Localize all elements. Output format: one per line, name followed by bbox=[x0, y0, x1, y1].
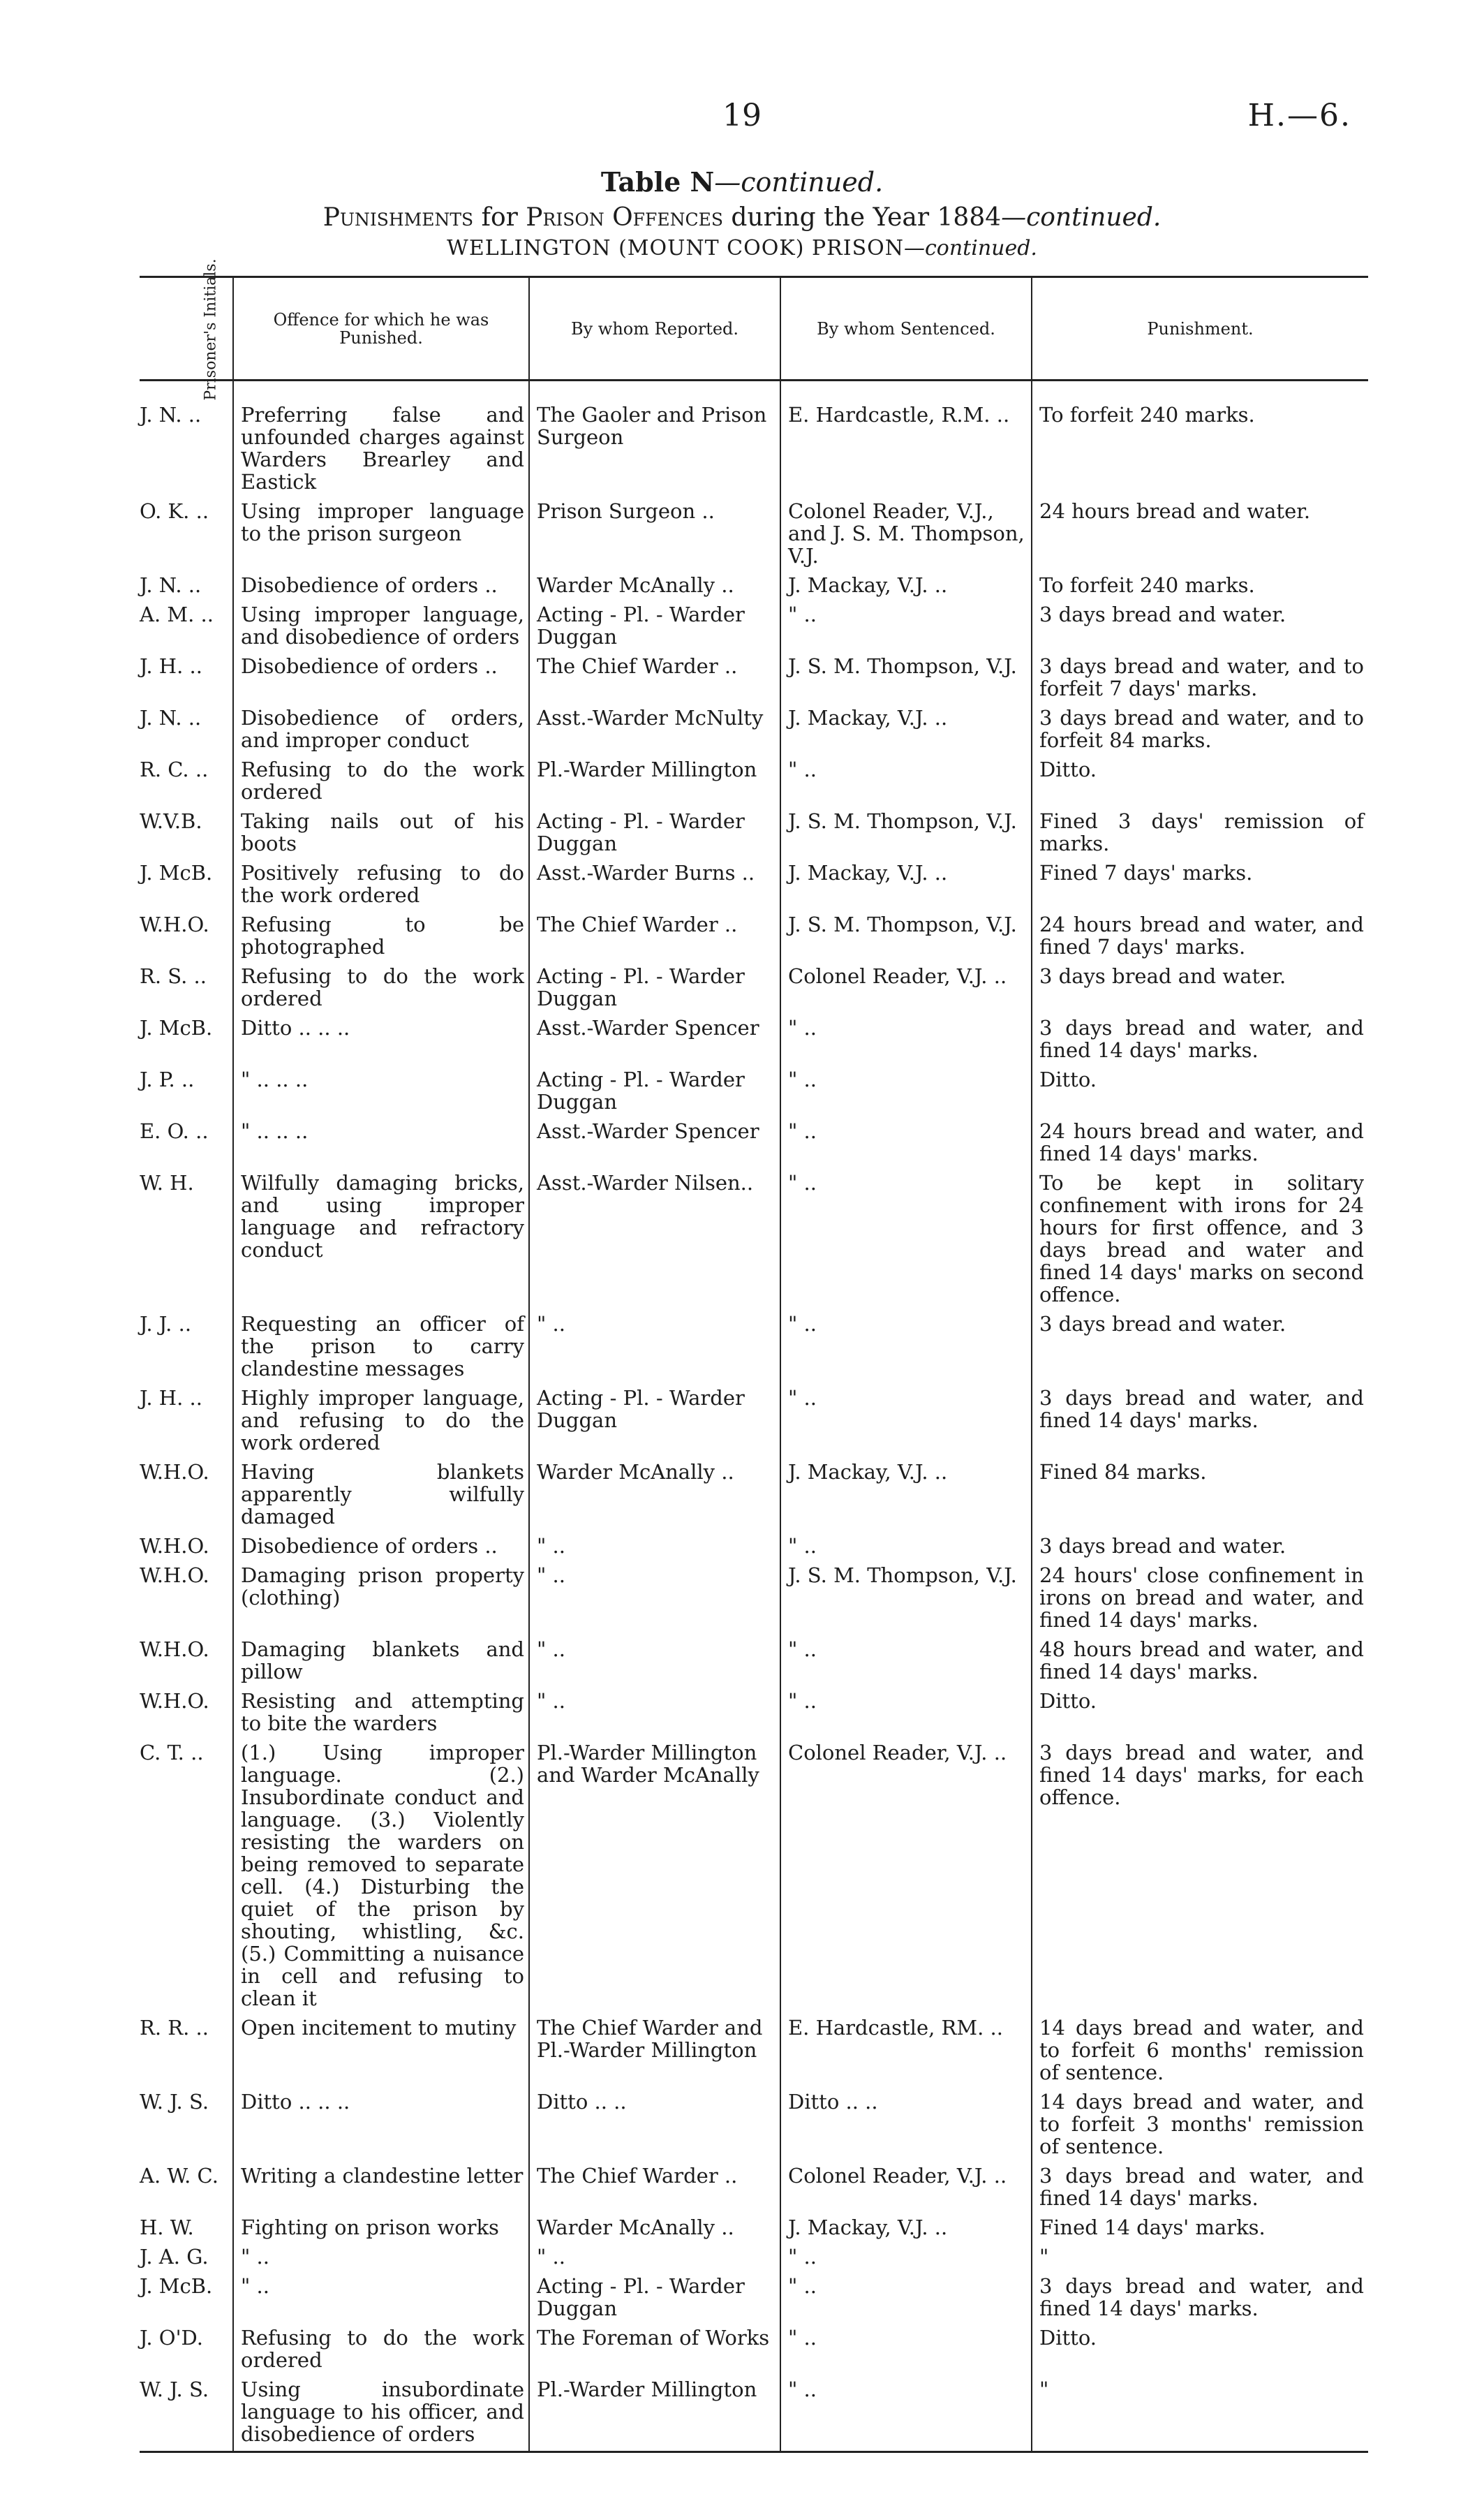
cell-sentenced: " .. bbox=[780, 1533, 1032, 1563]
cell-punishment: 3 days bread and water. bbox=[1032, 964, 1368, 1015]
cell-punishment: 3 days bread and water, and fined 14 days' marks, for each offence. bbox=[1032, 1740, 1368, 2015]
cell-sentenced: Colonel Reader, V.J. .. bbox=[780, 964, 1032, 1015]
cell-reported: Asst.-Warder Nilsen.. bbox=[529, 1170, 780, 1311]
header-reported: By whom Reported. bbox=[529, 277, 780, 381]
title-block bbox=[0, 166, 1484, 260]
cell-offence: Disobedience of orders .. bbox=[233, 654, 529, 705]
cell-offence: Refusing to do the work ordered bbox=[233, 757, 529, 809]
table-row bbox=[140, 2377, 1368, 2452]
cell-initials: J. O'D. bbox=[140, 2326, 203, 2350]
cell-reported: Warder McAnally .. bbox=[529, 573, 780, 602]
cell-sentenced: Colonel Reader, V.J. .. bbox=[780, 1740, 1032, 2015]
cell-sentenced: " .. bbox=[780, 2273, 1032, 2325]
cell-sentenced: " .. bbox=[780, 1119, 1032, 1170]
cell-sentenced: J. S. M. Thompson, V.J. bbox=[780, 654, 1032, 705]
cell-sentenced: " .. bbox=[780, 1015, 1032, 1067]
subtitle-for: for bbox=[473, 203, 526, 232]
cell-punishment: Fined 3 days' remission of marks. bbox=[1032, 809, 1368, 860]
cell-reported: Asst.-Warder Spencer bbox=[529, 1015, 780, 1067]
cell-offence: Disobedience of orders .. bbox=[233, 573, 529, 602]
cell-sentenced: " .. bbox=[780, 757, 1032, 809]
cell-reported: Asst.-Warder Spencer bbox=[529, 1119, 780, 1170]
cell-initials: E. O. .. bbox=[140, 1119, 209, 1143]
cell-sentenced: Ditto .. .. bbox=[780, 2089, 1032, 2163]
cell-punishment: Fined 7 days' marks. bbox=[1032, 860, 1368, 912]
page-number: 19 bbox=[722, 98, 762, 133]
cell-initials: H. W. bbox=[140, 2216, 194, 2239]
table-title-suffix: —continued. bbox=[714, 167, 884, 198]
cell-punishment: Ditto. bbox=[1032, 757, 1368, 809]
subtitle-punishments: Punishments bbox=[322, 203, 474, 232]
cell-sentenced: " .. bbox=[780, 1067, 1032, 1119]
header-initials-label: Prisoner's Initials. bbox=[202, 258, 220, 401]
cell-punishment: 3 days bread and water. bbox=[1032, 1311, 1368, 1385]
table-row bbox=[140, 2089, 1368, 2163]
header-punishment: Punishment. bbox=[1032, 277, 1368, 381]
cell-punishment: To forfeit 240 marks. bbox=[1032, 381, 1368, 499]
cell-reported: Acting - Pl. - Warder Duggan bbox=[529, 602, 780, 654]
table-row bbox=[140, 2325, 1368, 2377]
table-row bbox=[140, 1015, 1368, 1067]
cell-sentenced: J. Mackay, V.J. .. bbox=[780, 860, 1032, 912]
table-row bbox=[140, 809, 1368, 860]
cell-sentenced: " .. bbox=[780, 1170, 1032, 1311]
cell-reported: Asst.-Warder Burns .. bbox=[529, 860, 780, 912]
cell-punishment: 3 days bread and water, and to forfeit 7 days' marks. bbox=[1032, 654, 1368, 705]
table-name: Table N bbox=[600, 166, 715, 198]
punishments-table bbox=[140, 258, 1368, 2453]
cell-reported: Warder McAnally .. bbox=[529, 2215, 780, 2244]
table-row bbox=[140, 705, 1368, 757]
cell-punishment: 3 days bread and water. bbox=[1032, 1533, 1368, 1563]
cell-punishment: Ditto. bbox=[1032, 2325, 1368, 2377]
cell-initials: W.H.O. bbox=[140, 913, 209, 936]
cell-initials: J. J. .. bbox=[140, 1312, 192, 1336]
cell-reported: The Foreman of Works bbox=[529, 2325, 780, 2377]
cell-sentenced: " .. bbox=[780, 1385, 1032, 1459]
cell-offence: Disobedience of orders .. bbox=[233, 1533, 529, 1563]
cell-offence: Refusing to be photographed bbox=[233, 912, 529, 964]
cell-offence: Damaging prison property (clothing) bbox=[233, 1563, 529, 1637]
cell-sentenced: " .. bbox=[780, 1637, 1032, 1688]
cell-reported: Acting - Pl. - Warder Duggan bbox=[529, 1067, 780, 1119]
cell-offence: Using improper language to the prison surgeon bbox=[233, 499, 529, 573]
cell-reported: Pl.-Warder Millington bbox=[529, 2377, 780, 2452]
table-row bbox=[140, 912, 1368, 964]
cell-reported: The Chief Warder .. bbox=[529, 654, 780, 705]
cell-sentenced: J. Mackay, V.J. .. bbox=[780, 573, 1032, 602]
table-row bbox=[140, 1688, 1368, 1740]
cell-offence: Ditto .. .. .. bbox=[233, 2089, 529, 2163]
cell-sentenced: Colonel Reader, V.J. .. bbox=[780, 2163, 1032, 2215]
cell-initials: W.V.B. bbox=[140, 809, 202, 833]
cell-reported: Pl.-Warder Millington bbox=[529, 757, 780, 809]
cell-offence: Positively refusing to do the work ordered bbox=[233, 860, 529, 912]
header-initials bbox=[140, 258, 233, 401]
table-row bbox=[140, 2215, 1368, 2244]
cell-initials: R. R. .. bbox=[140, 2016, 209, 2040]
table-row bbox=[140, 2273, 1368, 2325]
cell-sentenced: J. Mackay, V.J. .. bbox=[780, 705, 1032, 757]
cell-offence: Preferring false and unfounded charges against Warders Brearley and Eastick bbox=[233, 381, 529, 499]
cell-initials: J. P. .. bbox=[140, 1068, 195, 1091]
document-code: H.—6. bbox=[1247, 98, 1351, 133]
cell-punishment: 3 days bread and water, and fined 14 days' marks. bbox=[1032, 2273, 1368, 2325]
cell-initials: O. K. .. bbox=[140, 499, 209, 523]
cell-reported: " .. bbox=[529, 1688, 780, 1740]
cell-initials: W.H.O. bbox=[140, 1689, 209, 1713]
cell-initials: J. N. .. bbox=[140, 706, 202, 730]
cell-sentenced: " .. bbox=[780, 2244, 1032, 2273]
cell-reported: Acting - Pl. - Warder Duggan bbox=[529, 809, 780, 860]
cell-reported: Warder McAnally .. bbox=[529, 1459, 780, 1533]
cell-sentenced: J. S. M. Thompson, V.J. bbox=[780, 1563, 1032, 1637]
cell-punishment: " bbox=[1032, 2377, 1368, 2452]
prison-label: WELLINGTON (MOUNT COOK) PRISON bbox=[447, 236, 904, 260]
cell-sentenced: " .. bbox=[780, 2325, 1032, 2377]
cell-initials: J. N. .. bbox=[140, 403, 202, 427]
cell-offence: Refusing to do the work ordered bbox=[233, 964, 529, 1015]
cell-initials: C. T. .. bbox=[140, 1741, 204, 1764]
table-row bbox=[140, 573, 1368, 602]
cell-initials: A. M. .. bbox=[140, 603, 214, 626]
cell-reported: The Gaoler and Prison Surgeon bbox=[529, 381, 780, 499]
cell-sentenced: " .. bbox=[780, 1311, 1032, 1385]
cell-reported: " .. bbox=[529, 1637, 780, 1688]
cell-offence: Using improper language, and disobedience of orders bbox=[233, 602, 529, 654]
cell-offence: Fighting on prison works bbox=[233, 2215, 529, 2244]
cell-sentenced: J. Mackay, V.J. .. bbox=[780, 1459, 1032, 1533]
table-row bbox=[140, 2015, 1368, 2089]
table-row bbox=[140, 1119, 1368, 1170]
table-row bbox=[140, 1563, 1368, 1637]
cell-reported: " .. bbox=[529, 1311, 780, 1385]
cell-reported: " .. bbox=[529, 2244, 780, 2273]
table-row bbox=[140, 1637, 1368, 1688]
cell-sentenced: J. Mackay, V.J. .. bbox=[780, 2215, 1032, 2244]
cell-sentenced: " .. bbox=[780, 1688, 1032, 1740]
cell-initials: J. A. G. bbox=[140, 2245, 209, 2269]
cell-punishment: 24 hours bread and water, and fined 14 days' marks. bbox=[1032, 1119, 1368, 1170]
cell-punishment: 3 days bread and water, and fined 14 days' marks. bbox=[1032, 1385, 1368, 1459]
table-row bbox=[140, 499, 1368, 573]
cell-offence: Writing a clandestine letter bbox=[233, 2163, 529, 2215]
cell-offence: Wilfully damaging bricks, and using improper language and refractory conduct bbox=[233, 1170, 529, 1311]
cell-punishment: 24 hours bread and water. bbox=[1032, 499, 1368, 573]
table-row bbox=[140, 2163, 1368, 2215]
cell-reported: " .. bbox=[529, 1563, 780, 1637]
cell-punishment: 24 hours' close confinement in irons on bread and water, and fined 14 days' marks. bbox=[1032, 1563, 1368, 1637]
cell-offence: Using insubordinate language to his officer, and disobedience of orders bbox=[233, 2377, 529, 2452]
header-offence: Offence for which he was Punished. bbox=[233, 277, 529, 381]
table-row bbox=[140, 1533, 1368, 1563]
cell-reported: Prison Surgeon .. bbox=[529, 499, 780, 573]
table-row bbox=[140, 2244, 1368, 2273]
cell-initials: W. H. bbox=[140, 1171, 194, 1195]
cell-initials: W. J. S. bbox=[140, 2378, 209, 2401]
cell-reported: The Chief Warder .. bbox=[529, 912, 780, 964]
cell-offence: Taking nails out of his boots bbox=[233, 809, 529, 860]
table-row bbox=[140, 964, 1368, 1015]
cell-offence: " .. bbox=[233, 2273, 529, 2325]
cell-punishment: 3 days bread and water, and to forfeit 84 marks. bbox=[1032, 705, 1368, 757]
header-sentenced: By whom Sentenced. bbox=[780, 277, 1032, 381]
cell-sentenced: Colonel Reader, V.J., and J. S. M. Thompson, V.J. bbox=[780, 499, 1032, 573]
subtitle-suffix: —continued. bbox=[1001, 203, 1162, 232]
cell-punishment: 3 days bread and water, and fined 14 days' marks. bbox=[1032, 1015, 1368, 1067]
table-body bbox=[140, 381, 1368, 2452]
cell-reported: Pl.-Warder Millington and Warder McAnally bbox=[529, 1740, 780, 2015]
cell-punishment: Fined 84 marks. bbox=[1032, 1459, 1368, 1533]
cell-offence: Resisting and attempting to bite the warders bbox=[233, 1688, 529, 1740]
cell-punishment: " bbox=[1032, 2244, 1368, 2273]
cell-punishment: To be kept in solitary confinement with irons for 24 hours for first offence, and 3 days bread and water and fined 14 days' marks on second offence. bbox=[1032, 1170, 1368, 1311]
cell-initials: W.H.O. bbox=[140, 1637, 209, 1661]
subtitle-year: during the Year 1884 bbox=[722, 203, 1002, 232]
cell-offence: " .. .. .. bbox=[233, 1119, 529, 1170]
cell-initials: W.H.O. bbox=[140, 1563, 209, 1587]
cell-initials: R. S. .. bbox=[140, 964, 207, 988]
cell-reported: The Chief Warder and Pl.-Warder Millington bbox=[529, 2015, 780, 2089]
cell-initials: W. J. S. bbox=[140, 2090, 209, 2114]
cell-initials: A. W. C. bbox=[140, 2164, 218, 2188]
table-row bbox=[140, 1740, 1368, 2015]
cell-reported: The Chief Warder .. bbox=[529, 2163, 780, 2215]
cell-initials: J. H. .. bbox=[140, 654, 202, 678]
cell-initials: J. McB. bbox=[140, 1016, 213, 1040]
cell-initials: R. C. .. bbox=[140, 758, 209, 781]
cell-reported: Acting - Pl. - Warder Duggan bbox=[529, 964, 780, 1015]
table-row bbox=[140, 654, 1368, 705]
cell-sentenced: " .. bbox=[780, 602, 1032, 654]
cell-offence: Refusing to do the work ordered bbox=[233, 2325, 529, 2377]
table-row bbox=[140, 1311, 1368, 1385]
subtitle-offences: Prison Offences bbox=[526, 203, 723, 232]
table-row bbox=[140, 1459, 1368, 1533]
cell-sentenced: E. Hardcastle, RM. .. bbox=[780, 2015, 1032, 2089]
cell-punishment: Fined 14 days' marks. bbox=[1032, 2215, 1368, 2244]
cell-initials: J. N. .. bbox=[140, 573, 202, 597]
cell-offence: " .. .. .. bbox=[233, 1067, 529, 1119]
cell-initials: J. McB. bbox=[140, 861, 213, 885]
cell-reported: Asst.-Warder McNulty bbox=[529, 705, 780, 757]
cell-offence: Disobedience of orders, and improper conduct bbox=[233, 705, 529, 757]
cell-offence: Having blankets apparently wilfully damaged bbox=[233, 1459, 529, 1533]
cell-punishment: 14 days bread and water, and to forfeit 3 months' remission of sentence. bbox=[1032, 2089, 1368, 2163]
table-row bbox=[140, 860, 1368, 912]
table-subtitle bbox=[0, 203, 1484, 232]
cell-reported: Ditto .. .. bbox=[529, 2089, 780, 2163]
cell-punishment: Ditto. bbox=[1032, 1067, 1368, 1119]
cell-sentenced: J. S. M. Thompson, V.J. bbox=[780, 809, 1032, 860]
cell-initials: W.H.O. bbox=[140, 1534, 209, 1558]
cell-punishment: 3 days bread and water. bbox=[1032, 602, 1368, 654]
cell-initials: W.H.O. bbox=[140, 1460, 209, 1484]
cell-punishment: Ditto. bbox=[1032, 1688, 1368, 1740]
table-title bbox=[0, 166, 1484, 198]
table-header bbox=[140, 258, 1368, 401]
cell-offence: Open incitement to mutiny bbox=[233, 2015, 529, 2089]
table-row bbox=[140, 757, 1368, 809]
cell-reported: Acting - Pl. - Warder Duggan bbox=[529, 2273, 780, 2325]
cell-punishment: 3 days bread and water, and fined 14 days' marks. bbox=[1032, 2163, 1368, 2215]
table-row bbox=[140, 1385, 1368, 1459]
cell-offence: " .. bbox=[233, 2244, 529, 2273]
cell-punishment: 14 days bread and water, and to forfeit 6 months' remission of sentence. bbox=[1032, 2015, 1368, 2089]
cell-initials: J. H. .. bbox=[140, 1386, 202, 1410]
cell-punishment: 24 hours bread and water, and fined 7 days' marks. bbox=[1032, 912, 1368, 964]
cell-offence: Requesting an officer of the prison to carry clandestine messages bbox=[233, 1311, 529, 1385]
cell-offence: Damaging blankets and pillow bbox=[233, 1637, 529, 1688]
cell-reported: Acting - Pl. - Warder Duggan bbox=[529, 1385, 780, 1459]
table-row bbox=[140, 1170, 1368, 1311]
cell-punishment: To forfeit 240 marks. bbox=[1032, 573, 1368, 602]
table-row bbox=[140, 602, 1368, 654]
cell-sentenced: E. Hardcastle, R.M. .. bbox=[780, 381, 1032, 499]
cell-sentenced: " .. bbox=[780, 2377, 1032, 2452]
table-row bbox=[140, 381, 1368, 499]
prison-name bbox=[0, 236, 1484, 260]
cell-punishment: 48 hours bread and water, and fined 14 days' marks. bbox=[1032, 1637, 1368, 1688]
cell-offence: Ditto .. .. .. bbox=[233, 1015, 529, 1067]
cell-sentenced: J. S. M. Thompson, V.J. bbox=[780, 912, 1032, 964]
cell-offence: (1.) Using improper language. (2.) Insubordinate conduct and language. (3.) Violently resisting the warders on being removed to separate cell. (4.) Disturbing the quiet of the prison by shouting, whistling, &c. (5.) Committing a nuisance in cell and refusing to clean it bbox=[233, 1740, 529, 2015]
cell-initials: J. McB. bbox=[140, 2274, 213, 2298]
cell-reported: " .. bbox=[529, 1533, 780, 1563]
table-row bbox=[140, 1067, 1368, 1119]
prison-suffix: —continued. bbox=[903, 236, 1037, 260]
cell-offence: Highly improper language, and refusing to do the work ordered bbox=[233, 1385, 529, 1459]
